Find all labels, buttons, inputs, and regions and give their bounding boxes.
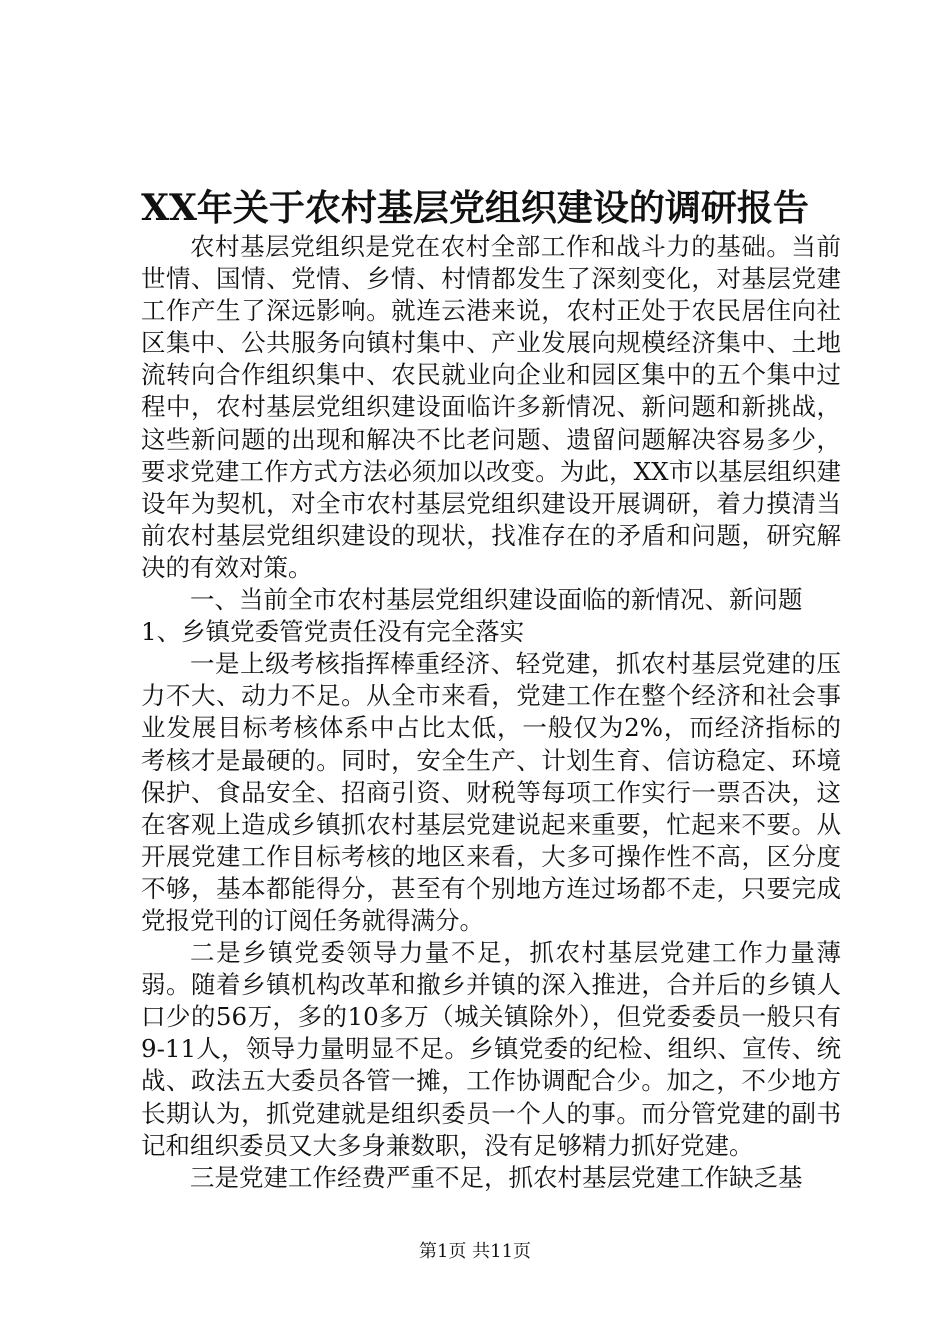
document-body: [141, 231, 841, 1194]
subsection-heading-1: 1、乡镇党委管党责任没有完全落实: [141, 617, 525, 647]
paragraph-point-3: 三是党建工作经费严重不足，抓农村基层党建工作缺乏基: [190, 1162, 803, 1192]
document-title: XX年关于农村基层党组织建设的调研报告: [141, 187, 809, 229]
page-number-footer: 第1页 共11页: [418, 1241, 532, 1262]
paragraph-intro: 农村基层党组织是党在农村全部工作和战斗力的基础。当前世情、国情、党情、乡情、村情都发生了深刻变化，对基层党建工作产生了深远影响。就连云港来说，农村正处于农民居住向社区集中、公共服务向镇村集中、产业发展向规模经济集中、土地流转向合作组织集中、农民就业向企业和园区集中的五个集中过程中，农村基层党组织建设面临许多新情况、新问题和新挑战，这些新问题的出现和解决不比老问题、遗留问题解决容易多少，要求党建工作方式方法必须加以改变。为此，XX市以基层组织建设年为契机，对全市农村基层党组织建设开展调研，着力摸清当前农村基层党组织建设的现状，找准存在的矛盾和问题，研究解决的有效对策。: [141, 232, 841, 582]
paragraph-point-1: 一是上级考核指挥棒重经济、轻党建，抓农村基层党建的压力不大、动力不足。从全市来看，党建工作在整个经济和社会事业发展目标考核体系中占比太低，一般仅为2%，而经济指标的考核才是最硬的。同时，安全生产、计划生育、信访稳定、环境保护、食品安全、招商引资、财税等每项工作实行一票否决，这在客观上造成乡镇抓农村基层党建说起来重要，忙起来不要。从开展党建工作目标考核的地区来看，大多可操作性不高，区分度不够，基本都能得分，甚至有个别地方连过场都不走，只要完成党报党刊的订阅任务就得满分。: [141, 649, 841, 935]
section-heading-1: 一、当前全市农村基层党组织建设面临的新情况、新问题: [190, 585, 803, 615]
paragraph-point-2: 二是乡镇党委领导力量不足，抓农村基层党建工作力量薄弱。随着乡镇机构改革和撤乡并镇的深入推进，合并后的乡镇人口少的56万，多的10多万（城关镇除外），但党委委员一般只有9-11人，领导力量明显不足。乡镇党委的纪检、组织、宣传、统战、政法五大委员各管一摊，工作协调配合少。加之，不少地方长期认为，抓党建就是组织委员一个人的事。而分管党建的副书记和组织委员又大多身兼数职，没有足够精力抓好党建。: [141, 938, 841, 1160]
